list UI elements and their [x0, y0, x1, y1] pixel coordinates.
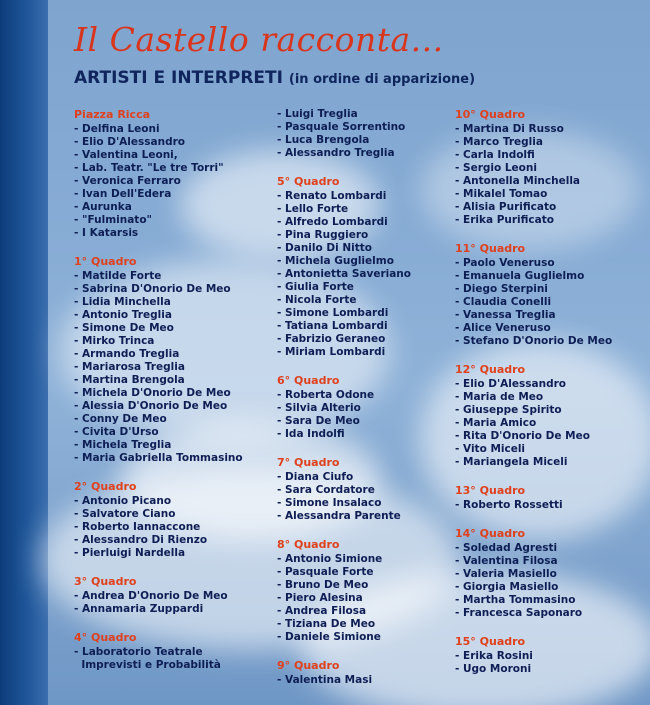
section-heading: 12° Quadro	[455, 363, 526, 376]
cast-member: - Claudia Conelli	[455, 296, 645, 309]
cast-member: - Luca Brengola	[277, 134, 452, 147]
cast-member: - Luigi Treglia	[277, 108, 452, 121]
cast-list	[455, 123, 645, 227]
section-heading: 6° Quadro	[277, 374, 340, 387]
cast-member: - Soledad Agresti	[455, 542, 645, 555]
cast-member: - Sara De Meo	[277, 415, 452, 428]
cast-member: - Francesca Saponaro	[455, 607, 645, 620]
cast-section	[455, 108, 645, 227]
cast-member: - Mikalel Tomao	[455, 188, 645, 201]
cast-member: - Diana Ciufo	[277, 471, 452, 484]
cast-member: - Antonio Picano	[74, 495, 274, 508]
cast-member: - Alessandro Di Rienzo	[74, 534, 274, 547]
cast-member: - Mirko Trinca	[74, 335, 274, 348]
cast-list	[277, 553, 452, 644]
cast-member: - Carla Indolfi	[455, 149, 645, 162]
cast-section	[455, 363, 645, 469]
cast-member: - Sabrina D'Onorio De Meo	[74, 283, 274, 296]
cast-member: - Emanuela Guglielmo	[455, 270, 645, 283]
cast-section	[277, 374, 452, 441]
cast-member: - Elio D'Alessandro	[74, 136, 274, 149]
cast-member: - Valentina Leoni,	[74, 149, 274, 162]
cast-member: - Mariangela Miceli	[455, 456, 645, 469]
page-title: Il Castello racconta...	[74, 20, 444, 59]
cast-member: - Erika Rosini	[455, 650, 645, 663]
cast-member: - Michela D'Onorio De Meo	[74, 387, 274, 400]
cast-member: - Sara Cordatore	[277, 484, 452, 497]
cast-member: - Fabrizio Geraneo	[277, 333, 452, 346]
cast-list	[455, 650, 645, 676]
section-heading: 10° Quadro	[455, 108, 526, 121]
cast-member: - Pina Ruggiero	[277, 229, 452, 242]
cast-member: - Danilo Di Nitto	[277, 242, 452, 255]
subtitle-text: ARTISTI E INTERPRETI	[74, 68, 283, 88]
section-heading: 13° Quadro	[455, 484, 526, 497]
cast-member: - Vanessa Treglia	[455, 309, 645, 322]
subtitle-note: (in ordine di apparizione)	[288, 72, 476, 87]
cast-section	[455, 484, 645, 512]
cast-list	[455, 257, 645, 348]
cast-section	[277, 538, 452, 644]
cast-member: - Armando Treglia	[74, 348, 274, 361]
cast-section	[74, 255, 274, 465]
cast-member: - Conny De Meo	[74, 413, 274, 426]
section-heading: 15° Quadro	[455, 635, 526, 648]
cast-member: - Ida Indolfi	[277, 428, 452, 441]
cast-section	[455, 635, 645, 676]
section-heading: 5° Quadro	[277, 175, 340, 188]
cast-member: - Ivan Dell'Edera	[74, 188, 274, 201]
cast-member: - Rita D'Onorio De Meo	[455, 430, 645, 443]
cast-member: - Alice Veneruso	[455, 322, 645, 335]
cast-member: - Michela Treglia	[74, 439, 274, 452]
cast-member: - Simone Lombardi	[277, 307, 452, 320]
cast-member: - Antonella Minchella	[455, 175, 645, 188]
cast-member: - Martina Di Russo	[455, 123, 645, 136]
cast-member: - Roberto Rossetti	[455, 499, 645, 512]
section-heading: 7° Quadro	[277, 456, 340, 469]
cast-member: - Stefano D'Onorio De Meo	[455, 335, 645, 348]
cast-member: Imprevisti e Probabilità	[81, 659, 221, 671]
cast-member: - Laboratorio Teatrale	[74, 646, 274, 659]
cast-member: - Matilde Forte	[74, 270, 274, 283]
cast-member: - Piero Alesina	[277, 592, 452, 605]
cast-member: - Pasquale Forte	[277, 566, 452, 579]
section-heading: 4° Quadro	[74, 631, 137, 644]
section-heading: 1° Quadro	[74, 255, 137, 268]
cast-member: - Silvia Alterio	[277, 402, 452, 415]
cast-member: - Tiziana De Meo	[277, 618, 452, 631]
cast-list	[277, 108, 452, 160]
cast-list	[455, 378, 645, 469]
cast-member: - Simone De Meo	[74, 322, 274, 335]
cast-section	[277, 175, 452, 359]
column-2	[277, 108, 452, 702]
cast-member: - Erika Purificato	[455, 214, 645, 227]
cast-list	[455, 499, 645, 512]
cast-member: - Marco Treglia	[455, 136, 645, 149]
cast-member: - Bruno De Meo	[277, 579, 452, 592]
cast-member: - Vito Miceli	[455, 443, 645, 456]
section-heading: 11° Quadro	[455, 242, 526, 255]
cast-list	[455, 542, 645, 620]
cast-member: - "Fulminato"	[74, 214, 274, 227]
cast-member: - Maria Gabriella Tommasino	[74, 452, 274, 465]
cast-section	[74, 575, 274, 616]
cast-member: - Martha Tommasino	[455, 594, 645, 607]
page-spine	[0, 0, 48, 705]
section-heading: 2° Quadro	[74, 480, 137, 493]
cast-member: - Maria Amico	[455, 417, 645, 430]
cast-section	[277, 659, 452, 687]
cast-member: - Salvatore Ciano	[74, 508, 274, 521]
cast-member: - Alessandra Parente	[277, 510, 452, 523]
cast-member: - Renato Lombardi	[277, 190, 452, 203]
cast-section	[277, 108, 452, 160]
cast-member: - Sergio Leoni	[455, 162, 645, 175]
cast-member: - Valeria Masiello	[455, 568, 645, 581]
cast-section	[277, 456, 452, 523]
section-heading: 9° Quadro	[277, 659, 340, 672]
cast-member: - Daniele Simione	[277, 631, 452, 644]
cast-member: - Tatiana Lombardi	[277, 320, 452, 333]
cast-list	[277, 190, 452, 359]
cast-list	[74, 590, 274, 616]
cast-member: - Alfredo Lombardi	[277, 216, 452, 229]
cast-list	[74, 495, 274, 560]
cast-member: - Giuseppe Spirito	[455, 404, 645, 417]
cast-member: - Roberto Iannaccone	[74, 521, 274, 534]
cast-member: - Miriam Lombardi	[277, 346, 452, 359]
cast-member: - Delfina Leoni	[74, 123, 274, 136]
cast-member: - Andrea D'Onorio De Meo	[74, 590, 274, 603]
cast-member: - Antonio Treglia	[74, 309, 274, 322]
cast-member: - Lidia Minchella	[74, 296, 274, 309]
cast-member: - Nicola Forte	[277, 294, 452, 307]
section-heading: 14° Quadro	[455, 527, 526, 540]
cast-member: - Pierluigi Nardella	[74, 547, 274, 560]
cast-member: - Alessandro Treglia	[277, 147, 452, 160]
cast-member: - I Katarsis	[74, 227, 274, 240]
cast-member: - Alisia Purificato	[455, 201, 645, 214]
cast-member: - Mariarosa Treglia	[74, 361, 274, 374]
section-heading: Piazza Ricca	[74, 108, 151, 121]
cast-member: - Lab. Teatr. "Le tre Torri"	[74, 162, 274, 175]
cast-list	[74, 646, 274, 672]
cast-member: - Paolo Veneruso	[455, 257, 645, 270]
cast-member: - Valentina Filosa	[455, 555, 645, 568]
cast-member: - Lello Forte	[277, 203, 452, 216]
column-1	[74, 108, 274, 687]
cast-list	[277, 674, 452, 687]
cast-section	[455, 242, 645, 348]
cast-member: - Giulia Forte	[277, 281, 452, 294]
cast-member: - Andrea Filosa	[277, 605, 452, 618]
cast-member: - Giorgia Masiello	[455, 581, 645, 594]
page-subtitle	[74, 68, 475, 88]
cast-member: - Pasquale Sorrentino	[277, 121, 452, 134]
cast-section	[74, 108, 274, 240]
cast-member: - Michela Guglielmo	[277, 255, 452, 268]
cast-member: - Maria de Meo	[455, 391, 645, 404]
cast-section	[74, 480, 274, 560]
cast-section	[74, 631, 274, 672]
cast-member: - Diego Sterpini	[455, 283, 645, 296]
cast-member: - Antonio Simione	[277, 553, 452, 566]
cast-member: - Martina Brengola	[74, 374, 274, 387]
cast-member: - Veronica Ferraro	[74, 175, 274, 188]
cast-member: - Antonietta Saveriano	[277, 268, 452, 281]
cast-member: - Alessia D'Onorio De Meo	[74, 400, 274, 413]
cast-member: - Ugo Moroni	[455, 663, 645, 676]
cast-list	[277, 389, 452, 441]
cast-member: - Simone Insalaco	[277, 497, 452, 510]
cast-section	[455, 527, 645, 620]
cast-member: - Civita D'Urso	[74, 426, 274, 439]
cast-member: - Elio D'Alessandro	[455, 378, 645, 391]
column-3	[455, 108, 645, 691]
cast-list	[277, 471, 452, 523]
cast-list	[74, 270, 274, 465]
cast-member: - Valentina Masi	[277, 674, 452, 687]
cast-member: - Aurunka	[74, 201, 274, 214]
cast-list	[74, 123, 274, 240]
cast-member: - Roberta Odone	[277, 389, 452, 402]
cast-member: - Annamaria Zuppardi	[74, 603, 274, 616]
section-heading: 3° Quadro	[74, 575, 137, 588]
section-heading: 8° Quadro	[277, 538, 340, 551]
